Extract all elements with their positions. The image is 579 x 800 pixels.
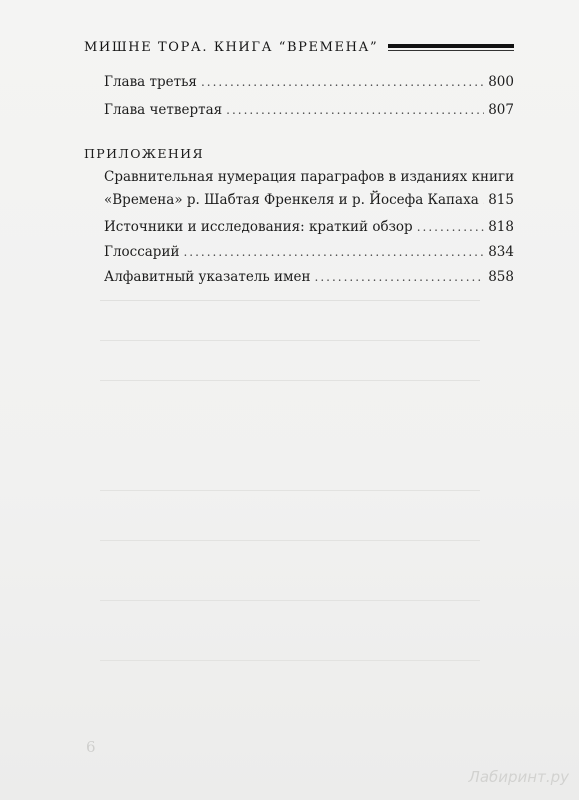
toc-entry-continued — [84, 192, 514, 208]
running-title: МИШНЕ ТОРА. КНИГА “ВРЕМЕНА” — [84, 40, 379, 55]
toc-entry-title-line2: «Времена» р. Шабтая Френкеля и р. Йосефа Капаха — [104, 192, 479, 208]
toc-entry-page: 800 — [488, 74, 514, 90]
toc-entry-title: Глава четвертая — [104, 102, 223, 118]
leader-dots — [417, 220, 485, 234]
toc-entry-title: Алфавитный указатель имен — [104, 269, 311, 285]
toc-entry-page: 834 — [488, 244, 514, 260]
leader-dots — [183, 245, 484, 259]
leader-dots — [483, 193, 484, 207]
toc-entry-title: Глоссарий — [104, 244, 180, 260]
toc-entry — [84, 244, 514, 260]
leader-dots — [201, 75, 484, 89]
toc-entry-title: Глава третья — [104, 74, 197, 90]
header-rule — [388, 43, 514, 53]
leader-dots — [315, 270, 485, 284]
toc-entry-page: 815 — [488, 192, 514, 208]
toc-entry — [84, 269, 514, 285]
toc-entry-page: 807 — [488, 102, 514, 118]
toc-entry-title: Сравнительная нумерация параграфов в изданиях книги — [104, 169, 515, 185]
toc-entry-title: Источники и исследования: краткий обзор — [104, 219, 413, 235]
leader-dots — [226, 103, 484, 117]
toc-entry — [84, 169, 514, 185]
toc-entry — [84, 74, 514, 90]
toc-entry-page: 858 — [488, 269, 514, 285]
running-head — [84, 40, 514, 55]
toc-entry — [84, 219, 514, 235]
toc-entry — [84, 102, 514, 118]
watermark-logo: Лабиринт.ру — [468, 768, 569, 786]
toc-entry-page: 818 — [488, 219, 514, 235]
appendix-heading: ПРИЛОЖЕНИЯ — [84, 146, 204, 161]
page-number: 6 — [86, 738, 96, 756]
